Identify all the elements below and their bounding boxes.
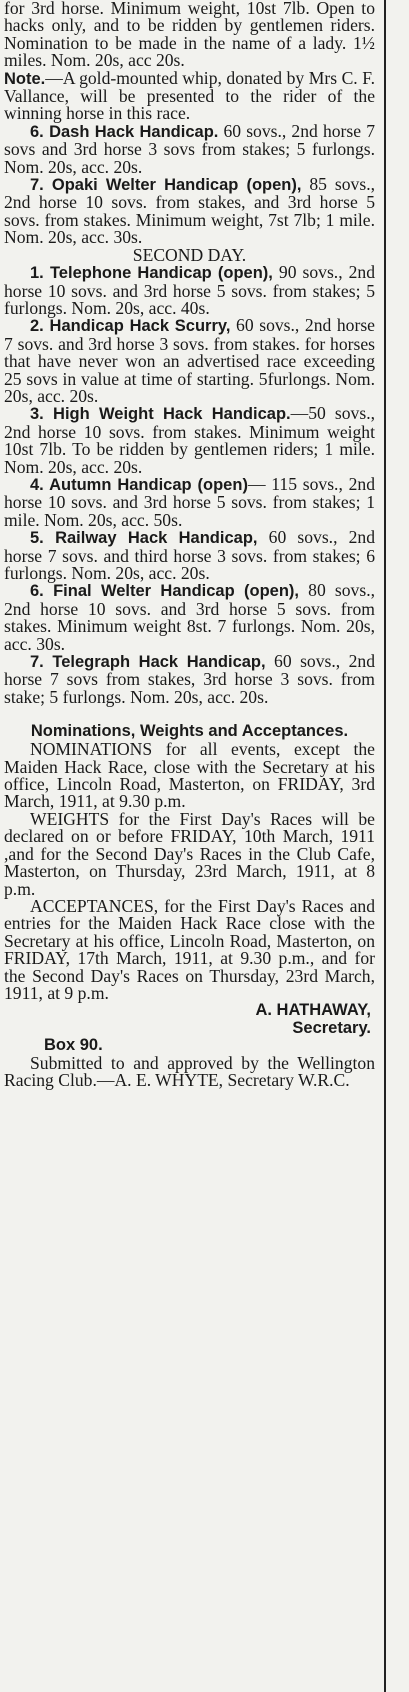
race-title: 2. Handicap Hack Scurry, — [30, 317, 231, 336]
race-entry — [4, 473, 375, 530]
race-title: 4. Autumn Handicap (open) — [30, 475, 248, 494]
signature-role: Secretary. — [292, 1018, 371, 1037]
race-entry — [4, 317, 375, 405]
race-details: — 115 sovs., 2nd horse 10 sovs. and 3rd horse 5 sovs. from stakes; 1 mile. Nom. 20s, acc. 50s. — [4, 473, 375, 530]
second-day-heading: SECOND DAY. — [132, 244, 247, 265]
race-title: 6. Final Welter Handicap (open), — [30, 582, 300, 601]
note-text: —A gold-mounted whip, donated by Mrs C. F. Vallance, will be presented to the rider of the winning horse in this race. — [4, 67, 375, 124]
race-entry — [4, 529, 375, 582]
note-label: Note. — [4, 69, 46, 88]
race-details: 60 sovs., 2nd horse 7 sovs and 3rd horse 3 sovs from stakes; 5 furlongs. Nom. 20s, acc. 20s. — [4, 120, 375, 177]
race-details: —50 sovs., 2nd horse 10 sovs. from stakes. Minimum weight 10st 7lb. To be ridden by gentlemen riders; 1 mile. Nom. 20s, acc. 20s. — [4, 403, 375, 477]
race-entry — [4, 405, 375, 476]
race-details: 80 sovs., 2nd horse 10 sovs. and 3rd horse 5 sovs. from stakes. Minimum weight 8st. 7 furlongs. Nom. 20s, acc. 30s. — [4, 580, 376, 654]
note-paragraph — [4, 67, 375, 124]
advertisement-column — [4, 0, 375, 1692]
spacer — [4, 706, 375, 722]
race-title: 5. Railway Hack Handicap, — [30, 529, 258, 548]
race-details: 60 sovs., 2nd horse 7 sovs. and 3rd horse 3 sovs. from stakes. for horses that have never won an advertised race exceeding 25 sovs in value at time of starting. 5furlongs. Nom. 20s, acc. 20s. — [4, 315, 375, 406]
race-details: 60 sovs., 2nd horse 7 sovs from stakes, 3rd horse 3 sovs. from stake; 5 furlongs. Nom. 20s, acc. 20s. — [4, 651, 376, 707]
acceptances-paragraph: ACCEPTANCES, for the First Day's Races and entries for the Maiden Hack Race close with the Secretary at his office, Lincoln Road, Masterton, on FRIDAY, 17th March, 1911, at 9.30 p.m., and for the Second Day's Races on Thursday, 23rd March, 1911, at 9 p.m. — [4, 895, 375, 1003]
race-title: 7. Telegraph Hack Handicap, — [30, 653, 266, 672]
race-entry — [4, 653, 375, 706]
race-entry — [4, 176, 375, 247]
race-details: 90 sovs., 2nd horse 10 sovs. and 3rd horse 5 sovs. from stakes; 5 furlongs. Nom. 20s, acc. 40s. — [4, 262, 375, 318]
race-title: 6. Dash Hack Handicap. — [30, 122, 219, 141]
column-rule — [384, 0, 386, 1692]
race-entry — [4, 264, 375, 317]
race-title: 1. Telephone Handicap (open), — [30, 264, 273, 283]
approval-paragraph: Submitted to and approved by the Wellington Racing Club.—A. E. WHYTE, Secretary W.R.C. — [4, 1052, 375, 1090]
race-entry — [4, 120, 375, 177]
section-heading: Nominations, Weights and Acceptances. — [30, 722, 349, 741]
nominations-paragraph: NOMINATIONS for all events, except the Maiden Hack Race, close with the Secretary at his office, Lincoln Road, Masterton, on FRIDAY, 3rd March, 1911, at 9.30 p.m. — [4, 739, 375, 812]
signature-name: A. HATHAWAY, — [255, 1001, 371, 1020]
race-details: 85 sovs., 2nd horse 10 sovs. from stakes, and 3rd horse 5 sovs. from stakes. Minimum weight, 7st 7lb; 1 mile. Nom. 20s, acc. 30s. — [4, 174, 375, 248]
box-number: Box 90. — [44, 1036, 103, 1055]
race-details: 60 sovs., 2nd horse 7 sovs. and third horse 3 sovs. from stakes; 6 furlongs. Nom. 20s, acc. 20s. — [4, 527, 375, 583]
race-title: 3. High Weight Hack Handicap. — [30, 405, 291, 424]
race-title: 7. Opaki Welter Handicap (open), — [30, 176, 302, 195]
continued-race-text: for 3rd horse. Minimum weight, 10st 7lb. Open to hacks only, and to be ridden by gentlemen riders. Nomination to be made in the name of a lady. 1½ miles. Nom. 20s, acc 20s. — [4, 0, 375, 71]
weights-paragraph: WEIGHTS for the First Day's Races will be declared on or before FRIDAY, 10th March, 1911 ,and for the Second Day's Races in the Club Cafe, Masterton, on Thursday, 23rd March, 1911, at 8 p.m. — [4, 808, 375, 899]
race-entry — [4, 582, 375, 653]
